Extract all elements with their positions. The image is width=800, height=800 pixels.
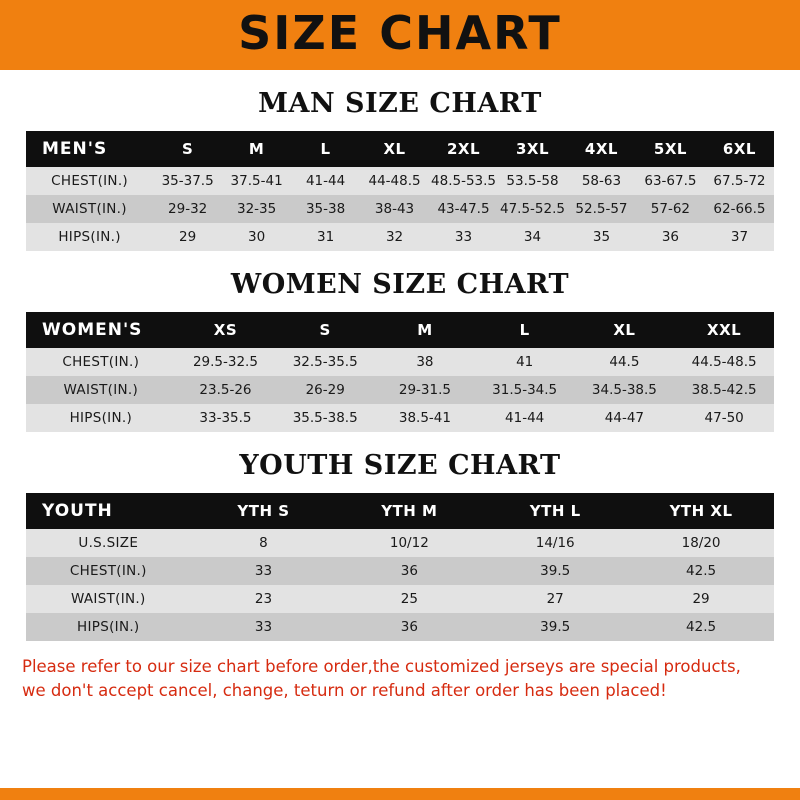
- table-row-label: HIPS(IN.): [26, 613, 191, 641]
- table-cell: 35-37.5: [153, 167, 222, 195]
- table-cell: 27: [482, 585, 628, 613]
- table-header-row: [26, 312, 774, 348]
- section-title-youth: YOUTH SIZE CHART: [239, 450, 561, 481]
- table-cell: 41-44: [475, 404, 575, 432]
- table-column-header: S: [275, 312, 375, 348]
- table-cell: 38: [375, 348, 475, 376]
- table-cell: 29: [628, 585, 774, 613]
- table-cell: 34: [498, 223, 567, 251]
- section-women: [0, 251, 800, 432]
- table-cell: 62-66.5: [705, 195, 774, 223]
- table-row: [26, 376, 774, 404]
- table-cell: 47.5-52.5: [498, 195, 567, 223]
- table-header-label: WOMEN'S: [26, 312, 176, 348]
- size-table-man: [26, 131, 774, 251]
- table-row-label: WAIST(IN.): [26, 376, 176, 404]
- table-row: [26, 348, 774, 376]
- table-head: [26, 493, 774, 529]
- table-cell: 23.5-26: [176, 376, 276, 404]
- table-cell: 35.5-38.5: [275, 404, 375, 432]
- table-column-header: S: [153, 131, 222, 167]
- table-head: [26, 131, 774, 167]
- table-column-header: M: [375, 312, 475, 348]
- table-column-header: YTH L: [482, 493, 628, 529]
- table-cell: 8: [191, 529, 337, 557]
- table-column-header: M: [222, 131, 291, 167]
- table-cell: 35: [567, 223, 636, 251]
- table-row: [26, 613, 774, 641]
- table-cell: 36: [336, 557, 482, 585]
- table-cell: 58-63: [567, 167, 636, 195]
- header-band: [0, 0, 800, 70]
- table-header-label: MEN'S: [26, 131, 153, 167]
- table-row: [26, 529, 774, 557]
- table-row-label: HIPS(IN.): [26, 223, 153, 251]
- table-cell: 29.5-32.5: [176, 348, 276, 376]
- table-cell: 31: [291, 223, 360, 251]
- table-cell: 29: [153, 223, 222, 251]
- table-row: [26, 585, 774, 613]
- table-cell: 33: [191, 613, 337, 641]
- table-cell: 25: [336, 585, 482, 613]
- table-cell: 10/12: [336, 529, 482, 557]
- footer-note: [0, 641, 800, 703]
- table-row-label: HIPS(IN.): [26, 404, 176, 432]
- table-column-header: XS: [176, 312, 276, 348]
- table-body: [26, 529, 774, 641]
- table-cell: 67.5-72: [705, 167, 774, 195]
- table-column-header: YTH M: [336, 493, 482, 529]
- table-cell: 30: [222, 223, 291, 251]
- table-body: [26, 348, 774, 432]
- table-cell: 32.5-35.5: [275, 348, 375, 376]
- table-cell: 14/16: [482, 529, 628, 557]
- table-row: [26, 404, 774, 432]
- footer-note-line-2: we don't accept cancel, change, teturn or refund after order has been placed!: [22, 680, 667, 700]
- table-head: [26, 312, 774, 348]
- table-body: [26, 167, 774, 251]
- table-cell: 36: [336, 613, 482, 641]
- table-cell: 26-29: [275, 376, 375, 404]
- table-column-header: XXL: [674, 312, 774, 348]
- table-cell: 41: [475, 348, 575, 376]
- table-row-label: WAIST(IN.): [26, 195, 153, 223]
- footer-note-line-1: Please refer to our size chart before order,the customized jerseys are special products,: [22, 657, 741, 676]
- table-cell: 36: [636, 223, 705, 251]
- table-cell: 35-38: [291, 195, 360, 223]
- table-cell: 29-32: [153, 195, 222, 223]
- table-cell: 32-35: [222, 195, 291, 223]
- table-column-header: 4XL: [567, 131, 636, 167]
- section-man: [0, 70, 800, 251]
- table-cell: 44.5-48.5: [674, 348, 774, 376]
- table-cell: 43-47.5: [429, 195, 498, 223]
- table-column-header: L: [475, 312, 575, 348]
- table-row-label: CHEST(IN.): [26, 167, 153, 195]
- table-row: [26, 557, 774, 585]
- table-cell: 42.5: [628, 557, 774, 585]
- section-title-women: WOMEN SIZE CHART: [230, 269, 570, 300]
- table-cell: 38.5-41: [375, 404, 475, 432]
- section-youth: [0, 432, 800, 641]
- table-column-header: YTH XL: [628, 493, 774, 529]
- table-cell: 63-67.5: [636, 167, 705, 195]
- table-cell: 39.5: [482, 557, 628, 585]
- table-row: [26, 195, 774, 223]
- table-row: [26, 167, 774, 195]
- page-title: SIZE CHART: [238, 6, 562, 60]
- table-cell: 33-35.5: [176, 404, 276, 432]
- table-cell: 47-50: [674, 404, 774, 432]
- size-table-women: [26, 312, 774, 432]
- size-table-youth: [26, 493, 774, 641]
- table-cell: 53.5-58: [498, 167, 567, 195]
- table-cell: 44-47: [575, 404, 675, 432]
- table-row-label: WAIST(IN.): [26, 585, 191, 613]
- table-cell: 41-44: [291, 167, 360, 195]
- table-cell: 23: [191, 585, 337, 613]
- table-cell: 44.5: [575, 348, 675, 376]
- table-column-header: 5XL: [636, 131, 705, 167]
- table-cell: 38.5-42.5: [674, 376, 774, 404]
- table-column-header: 2XL: [429, 131, 498, 167]
- table-column-header: YTH S: [191, 493, 337, 529]
- table-cell: 48.5-53.5: [429, 167, 498, 195]
- table-row-label: U.S.SIZE: [26, 529, 191, 557]
- table-cell: 52.5-57: [567, 195, 636, 223]
- table-cell: 39.5: [482, 613, 628, 641]
- table-row-label: CHEST(IN.): [26, 557, 191, 585]
- table-cell: 34.5-38.5: [575, 376, 675, 404]
- table-cell: 18/20: [628, 529, 774, 557]
- table-column-header: XL: [360, 131, 429, 167]
- table-row: [26, 223, 774, 251]
- table-cell: 33: [429, 223, 498, 251]
- footer-accent-bar: [0, 788, 800, 800]
- table-row-label: CHEST(IN.): [26, 348, 176, 376]
- table-column-header: 3XL: [498, 131, 567, 167]
- table-cell: 38-43: [360, 195, 429, 223]
- table-cell: 31.5-34.5: [475, 376, 575, 404]
- section-title-man: MAN SIZE CHART: [258, 88, 542, 119]
- table-cell: 29-31.5: [375, 376, 475, 404]
- table-cell: 57-62: [636, 195, 705, 223]
- table-column-header: L: [291, 131, 360, 167]
- table-cell: 42.5: [628, 613, 774, 641]
- table-header-label: YOUTH: [26, 493, 191, 529]
- table-cell: 37: [705, 223, 774, 251]
- table-header-row: [26, 493, 774, 529]
- table-cell: 32: [360, 223, 429, 251]
- table-header-row: [26, 131, 774, 167]
- table-cell: 37.5-41: [222, 167, 291, 195]
- table-cell: 33: [191, 557, 337, 585]
- table-cell: 44-48.5: [360, 167, 429, 195]
- table-column-header: 6XL: [705, 131, 774, 167]
- table-column-header: XL: [575, 312, 675, 348]
